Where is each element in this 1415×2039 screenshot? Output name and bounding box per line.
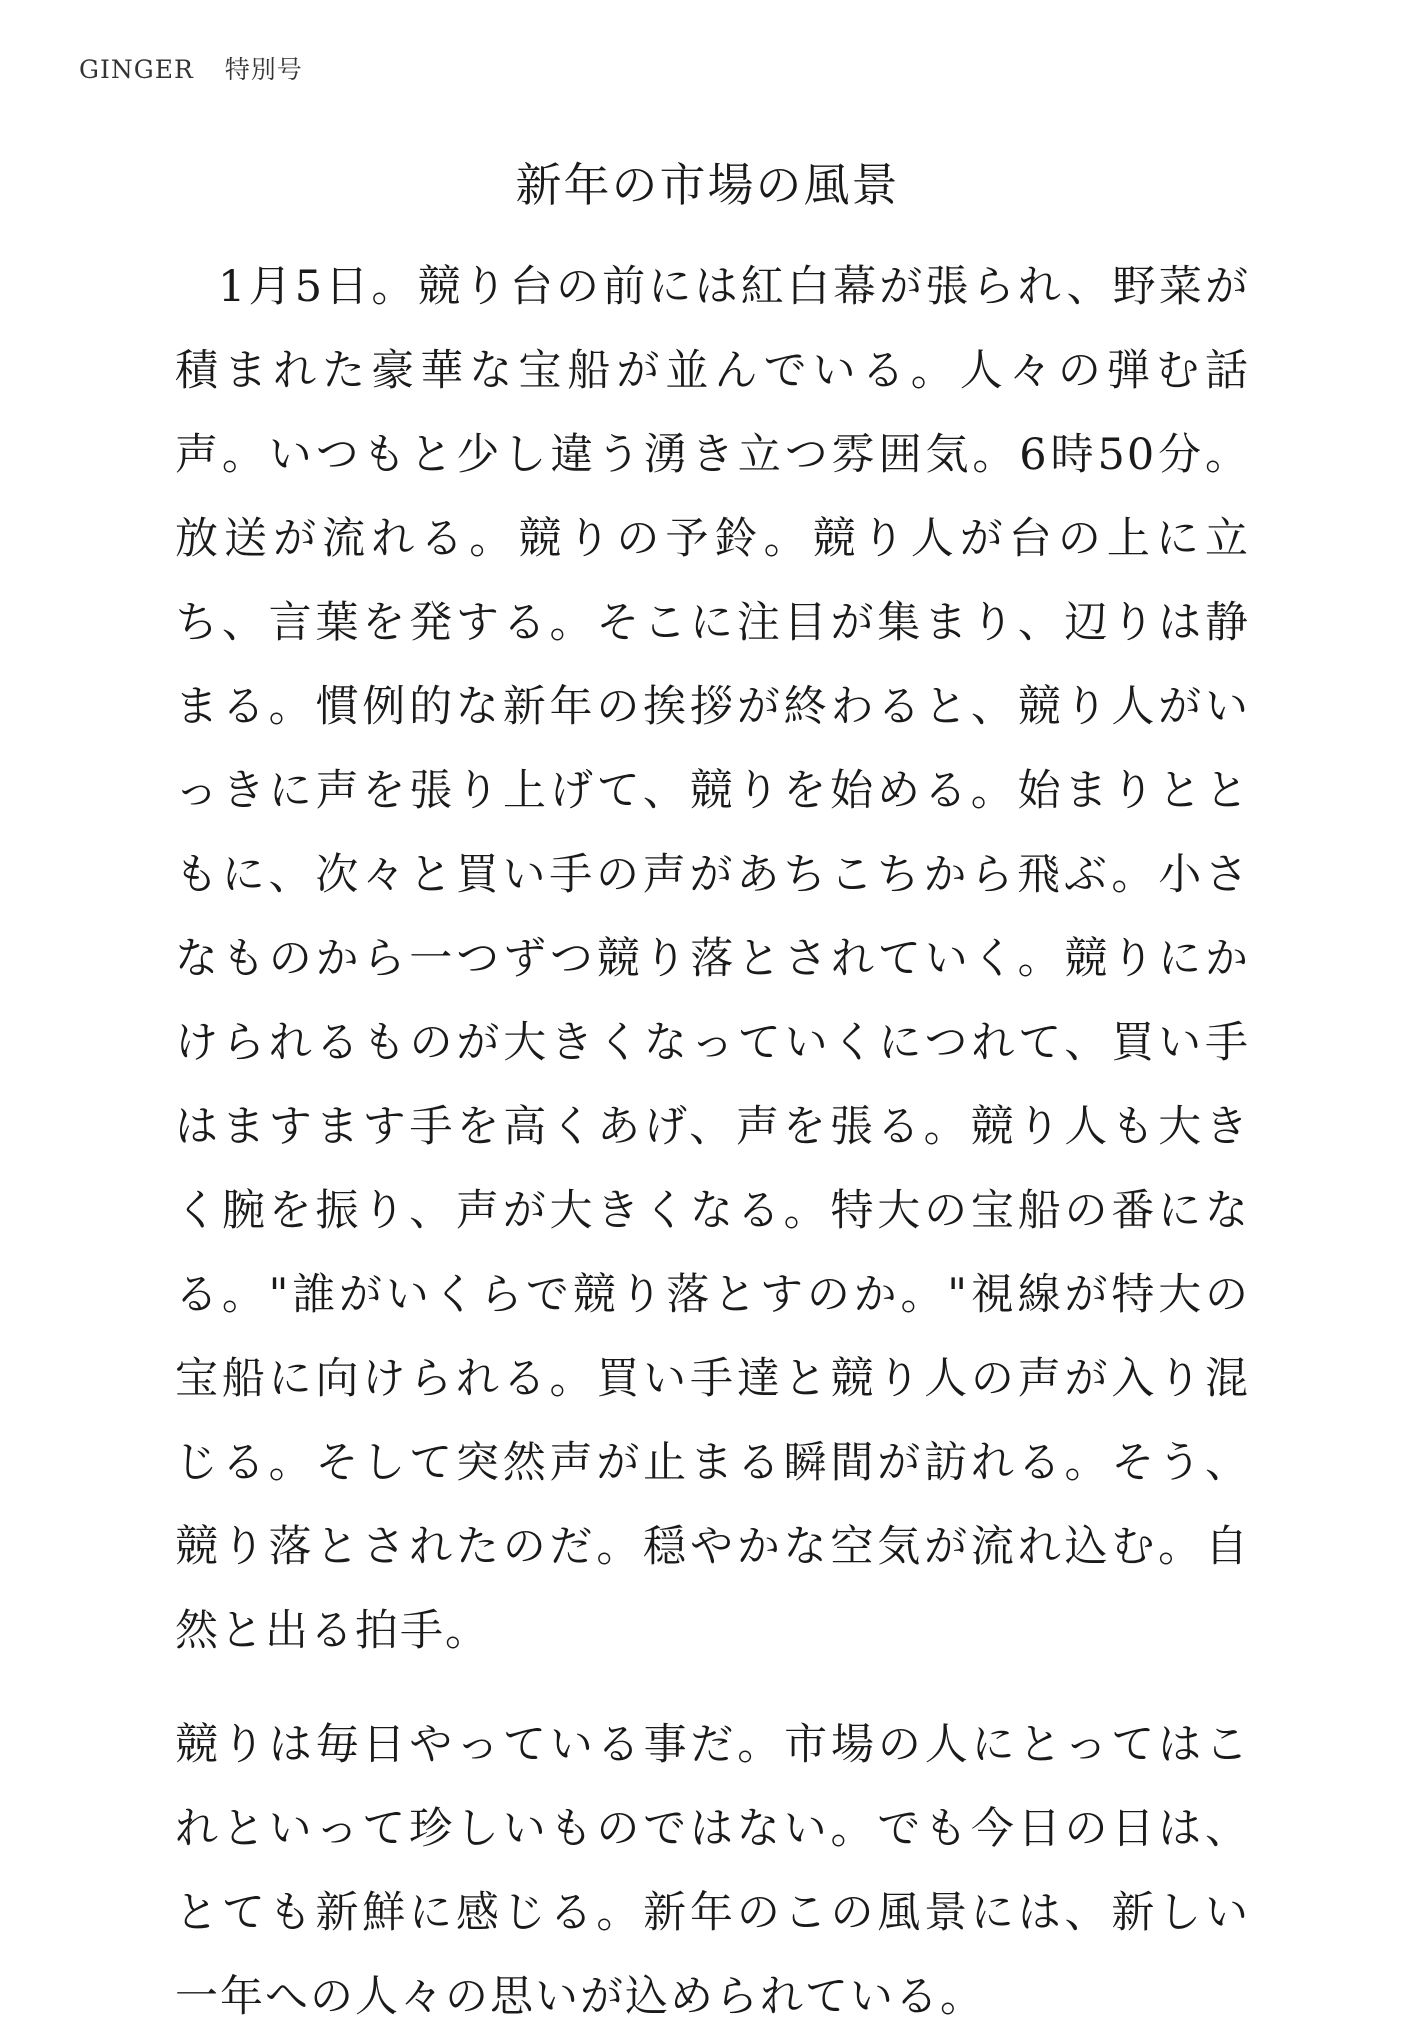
publication-name: GINGER [79,55,194,84]
issue-label: 特別号 [224,55,303,84]
article-title: 新年の市場の風景 [515,158,900,212]
page-header [79,50,303,86]
article-body [175,245,1250,2039]
article-paragraph-1: 1月5日。競り台の前には紅白幕が張られ、野菜が積まれた豪華な宝船が並んでいる。人々の弾む話声。いつもと少し違う湧き立つ雰囲気。6時50分。放送が流れる。競りの予鈴。競り人が台の上に立ち、言葉を発する。そこに注目が集まり、辺りは静まる。慣例的な新年の挨拶が終わると、競り人がいっきに声を張り上げて、競りを始める。始まりとともに、次々と買い手の声があちこちから飛ぶ。小さなものから一つずつ競り落とされていく。競りにかけられるものが大きくなっていくにつれて、買い手はますます手を高くあげ、声を張る。競り人も大きく腕を振り、声が大きくなる。特大の宝船の番になる。"誰がいくらで競り落とすのか。"視線が特大の宝船に向けられる。買い手達と競り人の声が入り混じる。そして突然声が止まる瞬間が訪れる。そう、競り落とされたのだ。穏やかな空気が流れ込む。自然と出る拍手。 [175,262,1250,1656]
article-paragraph-2: 競りは毎日やっている事だ。市場の人にとってはこれといって珍しいものではない。でも今日の日は、とても新鮮に感じる。新年のこの風景には、新しい一年への人々の思いが込められている。 [175,1720,1250,2022]
